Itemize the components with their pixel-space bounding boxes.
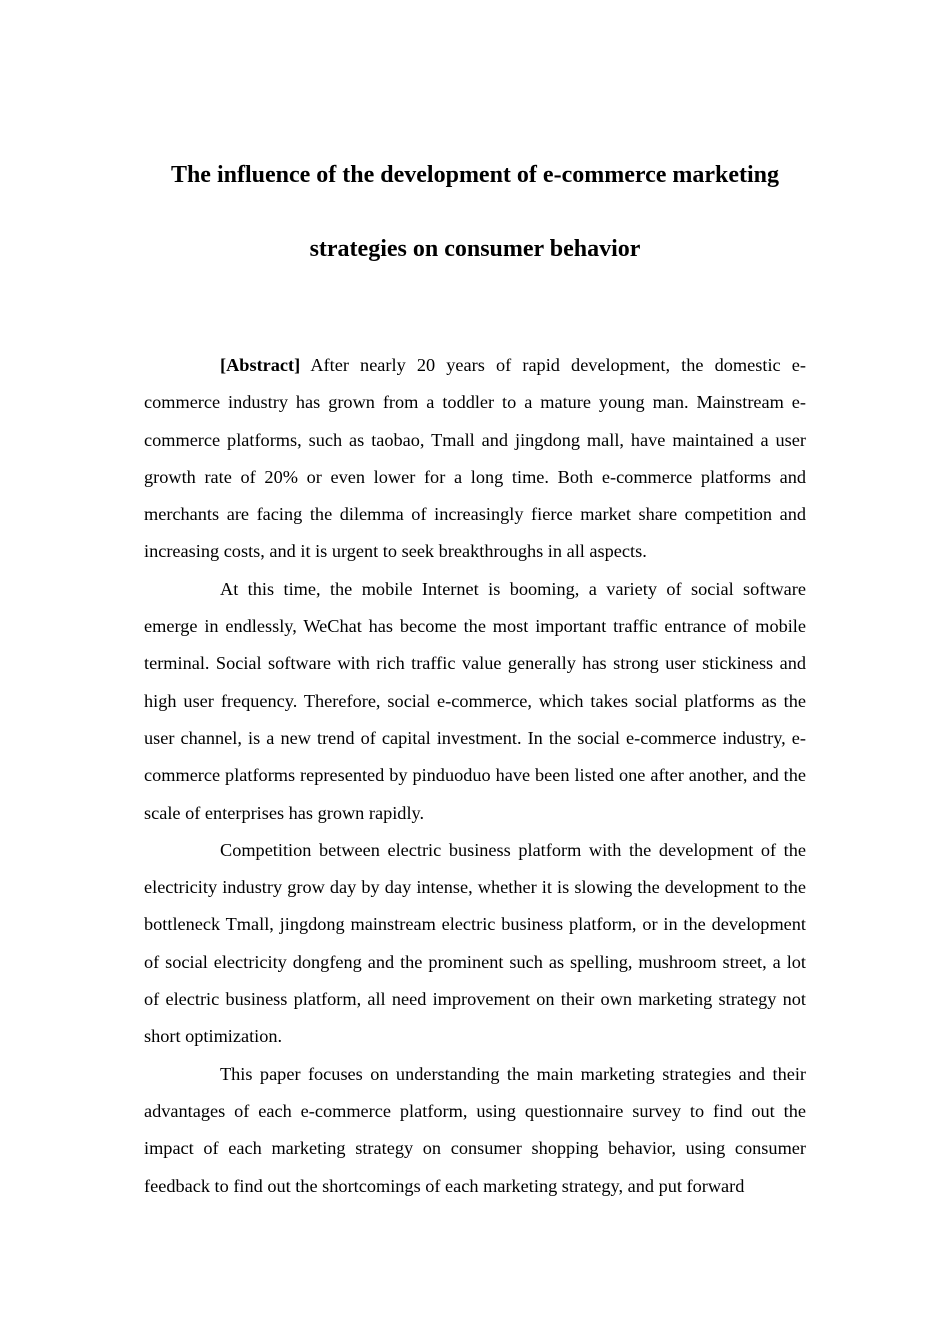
- abstract-label: [Abstract]: [220, 355, 301, 375]
- abstract-paragraph-1: [144, 347, 806, 571]
- abstract-body: [144, 347, 806, 1205]
- paper-title-line-1: The influence of the development of e-commerce marketing: [170, 162, 780, 188]
- paper-title-line-2: strategies on consumer behavior: [309, 236, 641, 262]
- abstract-paragraph-2: At this time, the mobile Internet is booming, a variety of social software emerge in endlessly, WeChat has become the most important traffic entrance of mobile terminal. Social software with rich traffic value generally has strong user stickiness and high user frequency. Therefore, social e-commerce, which takes social platforms as the user channel, is a new trend of capital investment. In the social e-commerce industry, e-commerce platforms represented by pinduoduo have been listed one after another, and the scale of enterprises has grown rapidly.: [144, 578, 806, 823]
- abstract-paragraph-4: This paper focuses on understanding the main marketing strategies and their advantages of each e-commerce platform, using questionnaire survey to find out the impact of each marketing strategy on consumer shopping behavior, using consumer feedback to find out the shortcomings of each marketing strategy, and put forward: [144, 1063, 806, 1196]
- abstract-paragraph-1-text: After nearly 20 years of rapid development, the domestic e-commerce industry has grown from a toddler to a mature young man. Mainstream e-commerce platforms, such as taobao, Tmall and jingdong mall, have maintained a user growth rate of 20% or even lower for a long time. Both e-commerce platforms and merchants are facing the dilemma of increasingly fierce market share competition and increasing costs, and it is urgent to seek breakthroughs in all aspects.: [144, 355, 806, 562]
- abstract-paragraph-3: Competition between electric business platform with the development of the electricity industry grow day by day intense, whether it is slowing the development to the bottleneck Tmall, jingdong mainstream electric business platform, or in the development of social electricity dongfeng and the prominent such as spelling, mushroom street, a lot of electric business platform, all need improvement on their own marketing strategy not short optimization.: [144, 839, 806, 1047]
